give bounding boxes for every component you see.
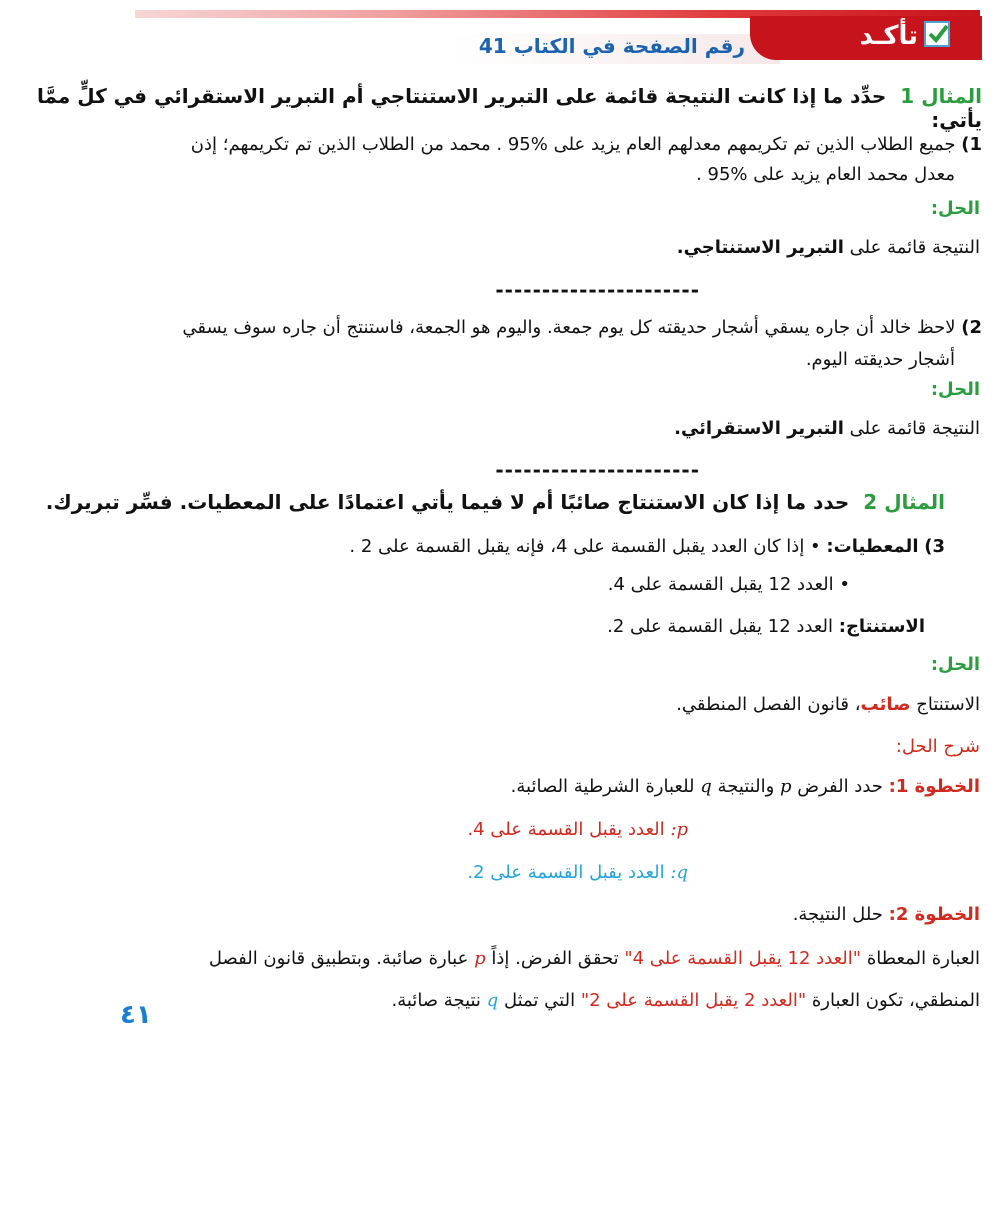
q-statement [467, 858, 688, 888]
p-text: العدد يقبل القسمة على 4. [467, 819, 665, 840]
example-instruction: حدد ما إذا كان الاستنتاج صائبًا أم لا فيما يأتي اعتمادًا على المعطيات. فسِّر تبريرك. [45, 490, 850, 514]
example-instruction: حدِّد ما إذا كانت النتيجة قائمة على التبرير الاستنتاجي أم التبرير الاستقرائي في كلٍّ ممَّا يأتي: [36, 84, 982, 132]
para-text: العبارة المعطاة [866, 948, 980, 969]
divider: ---------------------- [495, 458, 700, 482]
step-label: الخطوة 2: [888, 904, 980, 925]
givens-line-1 [349, 532, 945, 562]
step-text: للعبارة الشرطية الصائبة. [510, 776, 695, 797]
para-text: المنطقي، تكون العبارة [811, 990, 980, 1011]
para-text: التي تمثل [503, 990, 576, 1011]
given-2: • العدد 12 يقبل القسمة على 4. [607, 574, 850, 595]
conclusion-label: الاستنتاج: [838, 616, 925, 637]
para-text: عبارة صائبة. وبتطبيق قانون الفصل [208, 948, 469, 969]
divider: ---------------------- [495, 278, 700, 302]
question-text: لاحظ خالد أن جاره يسقي أشجار حديقته كل يوم جمعة. واليوم هو الجمعة، فاستنتج أن جاره سوف يسقي [182, 317, 956, 338]
question-1-line-2: معدل محمد العام يزيد على %95 . [696, 164, 955, 185]
explanation-para-line-1 [20, 944, 980, 974]
question-number: 1) [961, 134, 982, 155]
answer-bold: التبرير الاستنتاجي. [676, 237, 844, 258]
example-label: المثال [921, 84, 982, 108]
question-1-line-1 [22, 130, 982, 160]
question-2-line-1 [22, 313, 982, 343]
var-q: q [700, 776, 712, 797]
para-quote: "العدد 2 يقبل القسمة على 2" [580, 990, 807, 1011]
banner-title: تأكـد [859, 21, 918, 51]
checkmark-icon [924, 21, 950, 47]
solution-label: الحل: [930, 198, 980, 219]
step-text: حدد الفرض [797, 776, 883, 797]
answer-prefix: الاستنتاج [916, 694, 980, 715]
question-number: 3) [924, 536, 945, 557]
solution-label: الحل: [930, 654, 980, 675]
step-label: الخطوة 1: [888, 776, 980, 797]
step-2 [793, 900, 980, 930]
var-p: p [474, 948, 486, 969]
p-statement [467, 815, 688, 845]
explanation-label: شرح الحل: [895, 736, 980, 757]
step-text: والنتيجة [717, 776, 775, 797]
para-quote: "العدد 12 يقبل القسمة على 4" [624, 948, 862, 969]
var-p: p: [670, 819, 688, 840]
example-number: 1 [900, 84, 915, 108]
var-p: p [780, 776, 792, 797]
para-text: نتيجة صائبة. [391, 990, 481, 1011]
answer-2 [674, 414, 980, 444]
question-number: 2) [961, 317, 982, 338]
answer-1 [677, 233, 980, 263]
answer-bold: التبرير الاستقرائي. [674, 418, 844, 439]
q-text: العدد يقبل القسمة على 2. [467, 862, 665, 883]
answer-correct: صائب [860, 694, 911, 715]
solution-label: الحل: [930, 379, 980, 400]
page-number: ٤١ [120, 1000, 152, 1030]
question-2-line-2: أشجار حديقته اليوم. [805, 349, 955, 370]
para-text: تحقق الفرض. إذاً [491, 948, 619, 969]
conclusion-text: العدد 12 يقبل القسمة على 2. [607, 616, 834, 637]
conclusion-line [607, 612, 925, 642]
answer-rest: ، قانون الفصل المنطقي. [676, 694, 861, 715]
explanation-para-line-2 [392, 986, 981, 1016]
example-1-heading [0, 84, 982, 132]
givens-label: المعطيات: [826, 536, 919, 557]
example-2-heading [46, 490, 945, 514]
answer-3 [676, 690, 980, 720]
step-text: حلل النتيجة. [792, 904, 883, 925]
var-q: q [486, 990, 499, 1011]
book-page-reference: رقم الصفحة في الكتاب 41 [478, 34, 745, 58]
answer-prefix: النتيجة قائمة على [849, 237, 980, 258]
question-text: جميع الطلاب الذين تم تكريمهم معدلهم العام يزيد على %95 . محمد من الطلاب الذين تم تكريمهم؛ إذن [190, 134, 956, 155]
example-label: المثال [884, 490, 945, 514]
example-number: 2 [863, 490, 878, 514]
step-1 [511, 772, 980, 802]
var-q: q: [670, 862, 688, 883]
answer-prefix: النتيجة قائمة على [849, 418, 980, 439]
confirm-banner [750, 16, 982, 60]
given-1: • إذا كان العدد يقبل القسمة على 4، فإنه يقبل القسمة على 2 . [349, 536, 821, 557]
